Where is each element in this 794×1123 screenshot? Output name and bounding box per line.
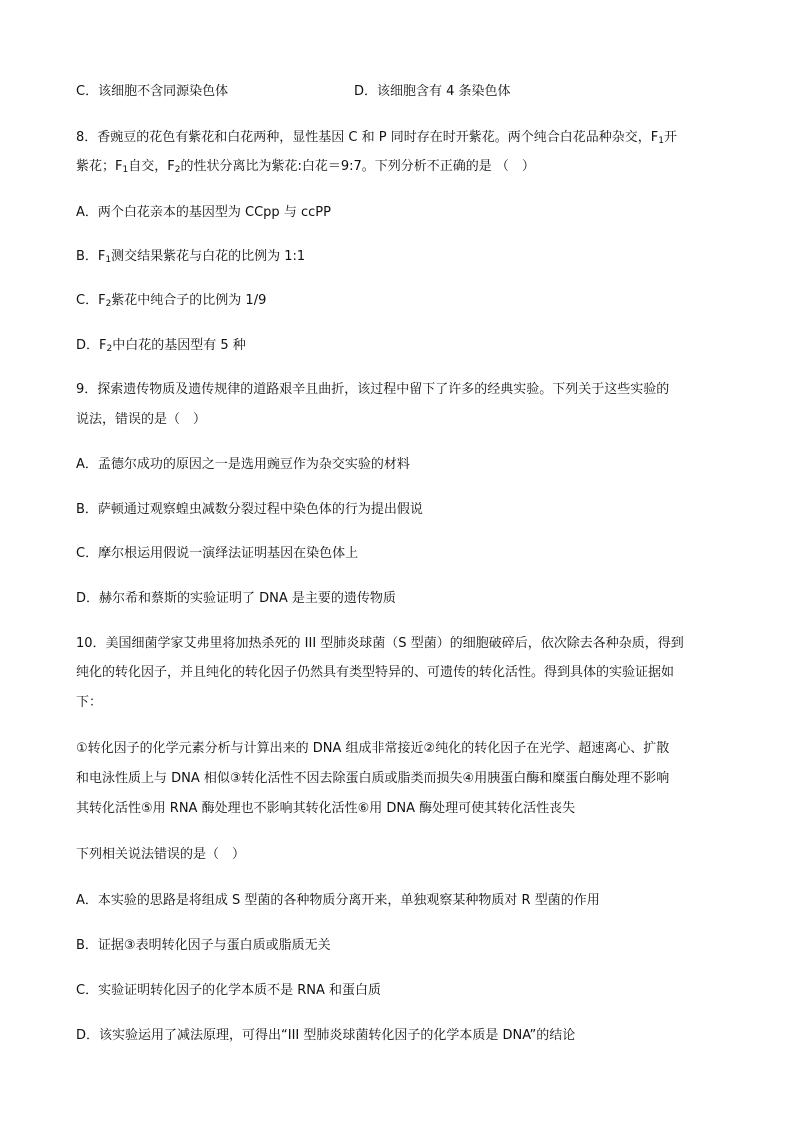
q10-stem-line3: 下： bbox=[76, 695, 103, 710]
q8-stem-text: 开 bbox=[663, 130, 677, 145]
q10-option-b: B．证据③表明转化因子与蛋白质或脂质无关 bbox=[76, 938, 331, 953]
option-text: D．F bbox=[76, 338, 107, 353]
q8-option-d bbox=[76, 336, 246, 356]
q9-option-b: B．萨顿通过观察蝗虫减数分裂过程中染色体的行为提出假说 bbox=[76, 502, 423, 517]
q9-option-a: A．孟德尔成功的原因之一是选用豌豆作为杂交实验的材料 bbox=[76, 457, 410, 472]
subscript: 2 bbox=[105, 299, 112, 309]
q8-option-b bbox=[76, 247, 305, 267]
q9-option-c: C．摩尔根运用假说一演绎法证明基因在染色体上 bbox=[76, 546, 359, 561]
q10-stem-line1: 10．美国细菌学家艾弗里将加热杀死的 III 型肺炎球菌（S 型菌）的细胞破碎后，依次除去各种杂质，得到 bbox=[76, 636, 684, 651]
option-text: C．F bbox=[76, 293, 106, 308]
q8-stem-text: 自交，F bbox=[128, 159, 175, 174]
q10-option-d: D．该实验运用了减法原理，可得出“III 型肺炎球菌转化因子的化学本质是 DNA”的结论 bbox=[76, 1028, 576, 1043]
q8-option-c bbox=[76, 291, 266, 311]
q10-option-c: C．实验证明转化因子的化学本质不是 RNA 和蛋白质 bbox=[76, 983, 381, 998]
option-text: 中白花的基因型有 5 种 bbox=[112, 338, 246, 353]
q8-stem-line1 bbox=[76, 128, 677, 148]
q9-option-d: D．赫尔希和蔡斯的实验证明了 DNA 是主要的遗传物质 bbox=[76, 591, 396, 606]
q8-stem-text: 的性状分离比为紫花:白花＝9:7。下列分析不正确的是 （ ） bbox=[180, 159, 535, 174]
subscript: 1 bbox=[658, 136, 664, 146]
q10-stem-line2: 纯化的转化因子，并且纯化的转化因子仍然具有类型特异的、可遗传的转化活性。得到具体的实验证据如 bbox=[76, 665, 675, 680]
subscript: 2 bbox=[174, 165, 181, 175]
subscript: 1 bbox=[105, 255, 112, 265]
q8-stem-text: 8．香豌豆的花色有紫花和白花两种，显性基因 C 和 P 同时存在时开紫花。两个纯合白花品种杂交，F bbox=[76, 130, 659, 145]
q7-option-d: D．该细胞含有 4 条染色体 bbox=[354, 84, 511, 99]
q9-stem-line1: 9．探索遗传物质及遗传规律的道路艰辛且曲折，该过程中留下了许多的经典实验。下列关于这些实验的 bbox=[76, 382, 670, 397]
q8-stem-line2 bbox=[76, 157, 535, 177]
q10-evidence-line1: ①转化因子的化学元素分析与计算出来的 DNA 组成非常接近②纯化的转化因子在光学、超速离心、扩散 bbox=[76, 741, 670, 756]
q9-stem-line2: 说法，错误的是（ ） bbox=[76, 412, 207, 427]
q8-stem-text: 紫花；F bbox=[76, 159, 123, 174]
option-text: 紫花中纯合子的比例为 1/9 bbox=[111, 293, 267, 308]
q7-option-c: C．该细胞不含同源染色体 bbox=[76, 84, 229, 99]
q10-evidence-line3: 其转化活性⑤用 RNA 酶处理也不影响其转化活性⑥用 DNA 酶处理可使其转化活性丧失 bbox=[76, 801, 576, 816]
q10-option-a: A．本实验的思路是将组成 S 型菌的各种物质分离开来，单独观察某种物质对 R 型菌的作用 bbox=[76, 893, 600, 908]
option-text: B．F bbox=[76, 249, 106, 264]
q10-question: 下列相关说法错误的是（ ） bbox=[76, 847, 246, 862]
subscript: 1 bbox=[122, 165, 129, 175]
q10-evidence-line2: 和电泳性质上与 DNA 相似③转化活性不因去除蛋白质或脂类而损失④用胰蛋白酶和糜蛋白酶处理不影响 bbox=[76, 771, 670, 786]
subscript: 2 bbox=[106, 344, 113, 354]
option-text: 测交结果紫花与白花的比例为 1:1 bbox=[111, 249, 306, 264]
q8-option-a: A．两个白花亲本的基因型为 CCpp 与 ccPP bbox=[76, 205, 331, 220]
